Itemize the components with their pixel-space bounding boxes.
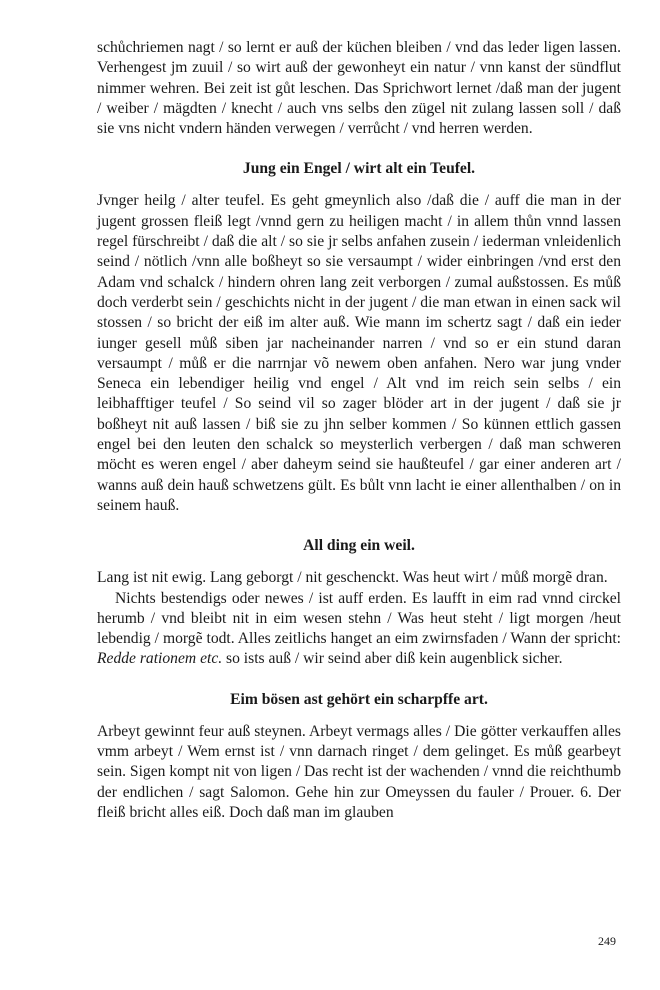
section-paragraph-all-ding-2 [97,589,621,670]
paragraph-text-end: so ists auß / wir seind aber diß kein augenblick sicher. [222,650,563,668]
paragraph-text-start: Nichts bestendigs oder newes / ist auff erden. Es laufft in eim rad vnnd circkel herumb / vnd bleibt nit in eim wesen stehn / Was heut steht / ligt morgen /heut lebendig / morgẽ todt. Alles zeitlichs hanget an eim zwirnsfaden / Wann der spricht: [97,589,621,648]
page-number: 249 [598,934,616,948]
latin-quote: Redde rationem etc. [97,650,223,668]
page-body [97,38,621,823]
section-paragraph-all-ding-1: Lang ist nit ewig. Lang geborgt / nit geschenckt. Was heut wirt / můß morgẽ dran. [97,569,608,587]
section-heading-eim-boesen-ast: Eim bösen ast gehört ein scharpffe art. [230,690,488,708]
section-paragraph-eim-boesen-ast: Arbeyt gewinnt feur auß steynen. Arbeyt vermags alles / Die götter verkauffen alles vmm arbeyt / Wem ernst ist / vnn darnach ringet / dem gelinget. Es můß gearbeyt sein. Sigen kompt nit von ligen / Das recht ist der wachenden / vnnd die reichthumb der endlichen / sagt Salomon. Gehe hin zur Omeyssen du fauler / Prouer. 6. Der fleiß bricht alles eiß. Doch daß man im glauben [97,722,622,821]
section-heading-jung-ein-engel: Jung ein Engel / wirt alt ein Teufel. [242,160,476,178]
section-paragraph-jung-ein-engel: Jvnger heilg / alter teufel. Es geht gmeynlich also /daß die / auff die man in der jugent grossen fleiß legt /vnnd gern zu heiligen macht / in allem thůn vnnd lassen regel fürschreibt / daß die alt / so sie jr selbs anfahen zusein / iederman vnleidenlich seind / nötlich /vnn alle boßheyt so sie versaumpt / wider einbringen /vnd erst den Adam vnd schalck / hindern ohren lang zeit verborgen / zumal außstossen. Es můß doch verderbt sein / geschichts nicht in der jugent / die man etwan in einen sack wil stossen / so bricht der eiß im alter auß. Wie mann im schertz sagt / daß ein ieder iunger gesell můß siben jar nacheinander narren / vnd so er ein stund daran versaumpt / můß er die narrnjar võ newem oben anfahen. Nero war jung vnder Seneca ein lebendiger heilig vnd engel / Alt vnd im reich sein selbs / ein leibhafftiger teufel / So seind vil so zager blöder art in der jugent / daß sie jr boßheyt nit auß lassen / biß sie zu jhn selber kommen / So künnen ettlich gassen engel bei den leuten den schalck so meysterlich verbergen / daß man schweren möcht es weren engel / aber daheym seind sie haußteufel / gar einer anderen art / wanns auß dein hauß schwetzens gült. Es bůlt vnn lacht ie einer allenthalben / on in seinem hauß. [97,192,621,514]
section-heading-all-ding: All ding ein weil. [303,537,415,555]
intro-paragraph: schůchriemen nagt / so lernt er auß der küchen bleiben / vnd das leder ligen lassen. Verhengest jm zuuil / so wirt auß der gewonheyt ein natur / vnn kanst der sündflut nimmer wehren. Bei zeit ist gůt leschen. Das Sprichwort lernet /daß man der jugent / weiber / mägdten / knecht / auch vns selbs den zügel nit zulang lassen soll / daß sie vns nicht vndern händen verwegen / verrůcht / vnd herren werden. [97,39,621,138]
